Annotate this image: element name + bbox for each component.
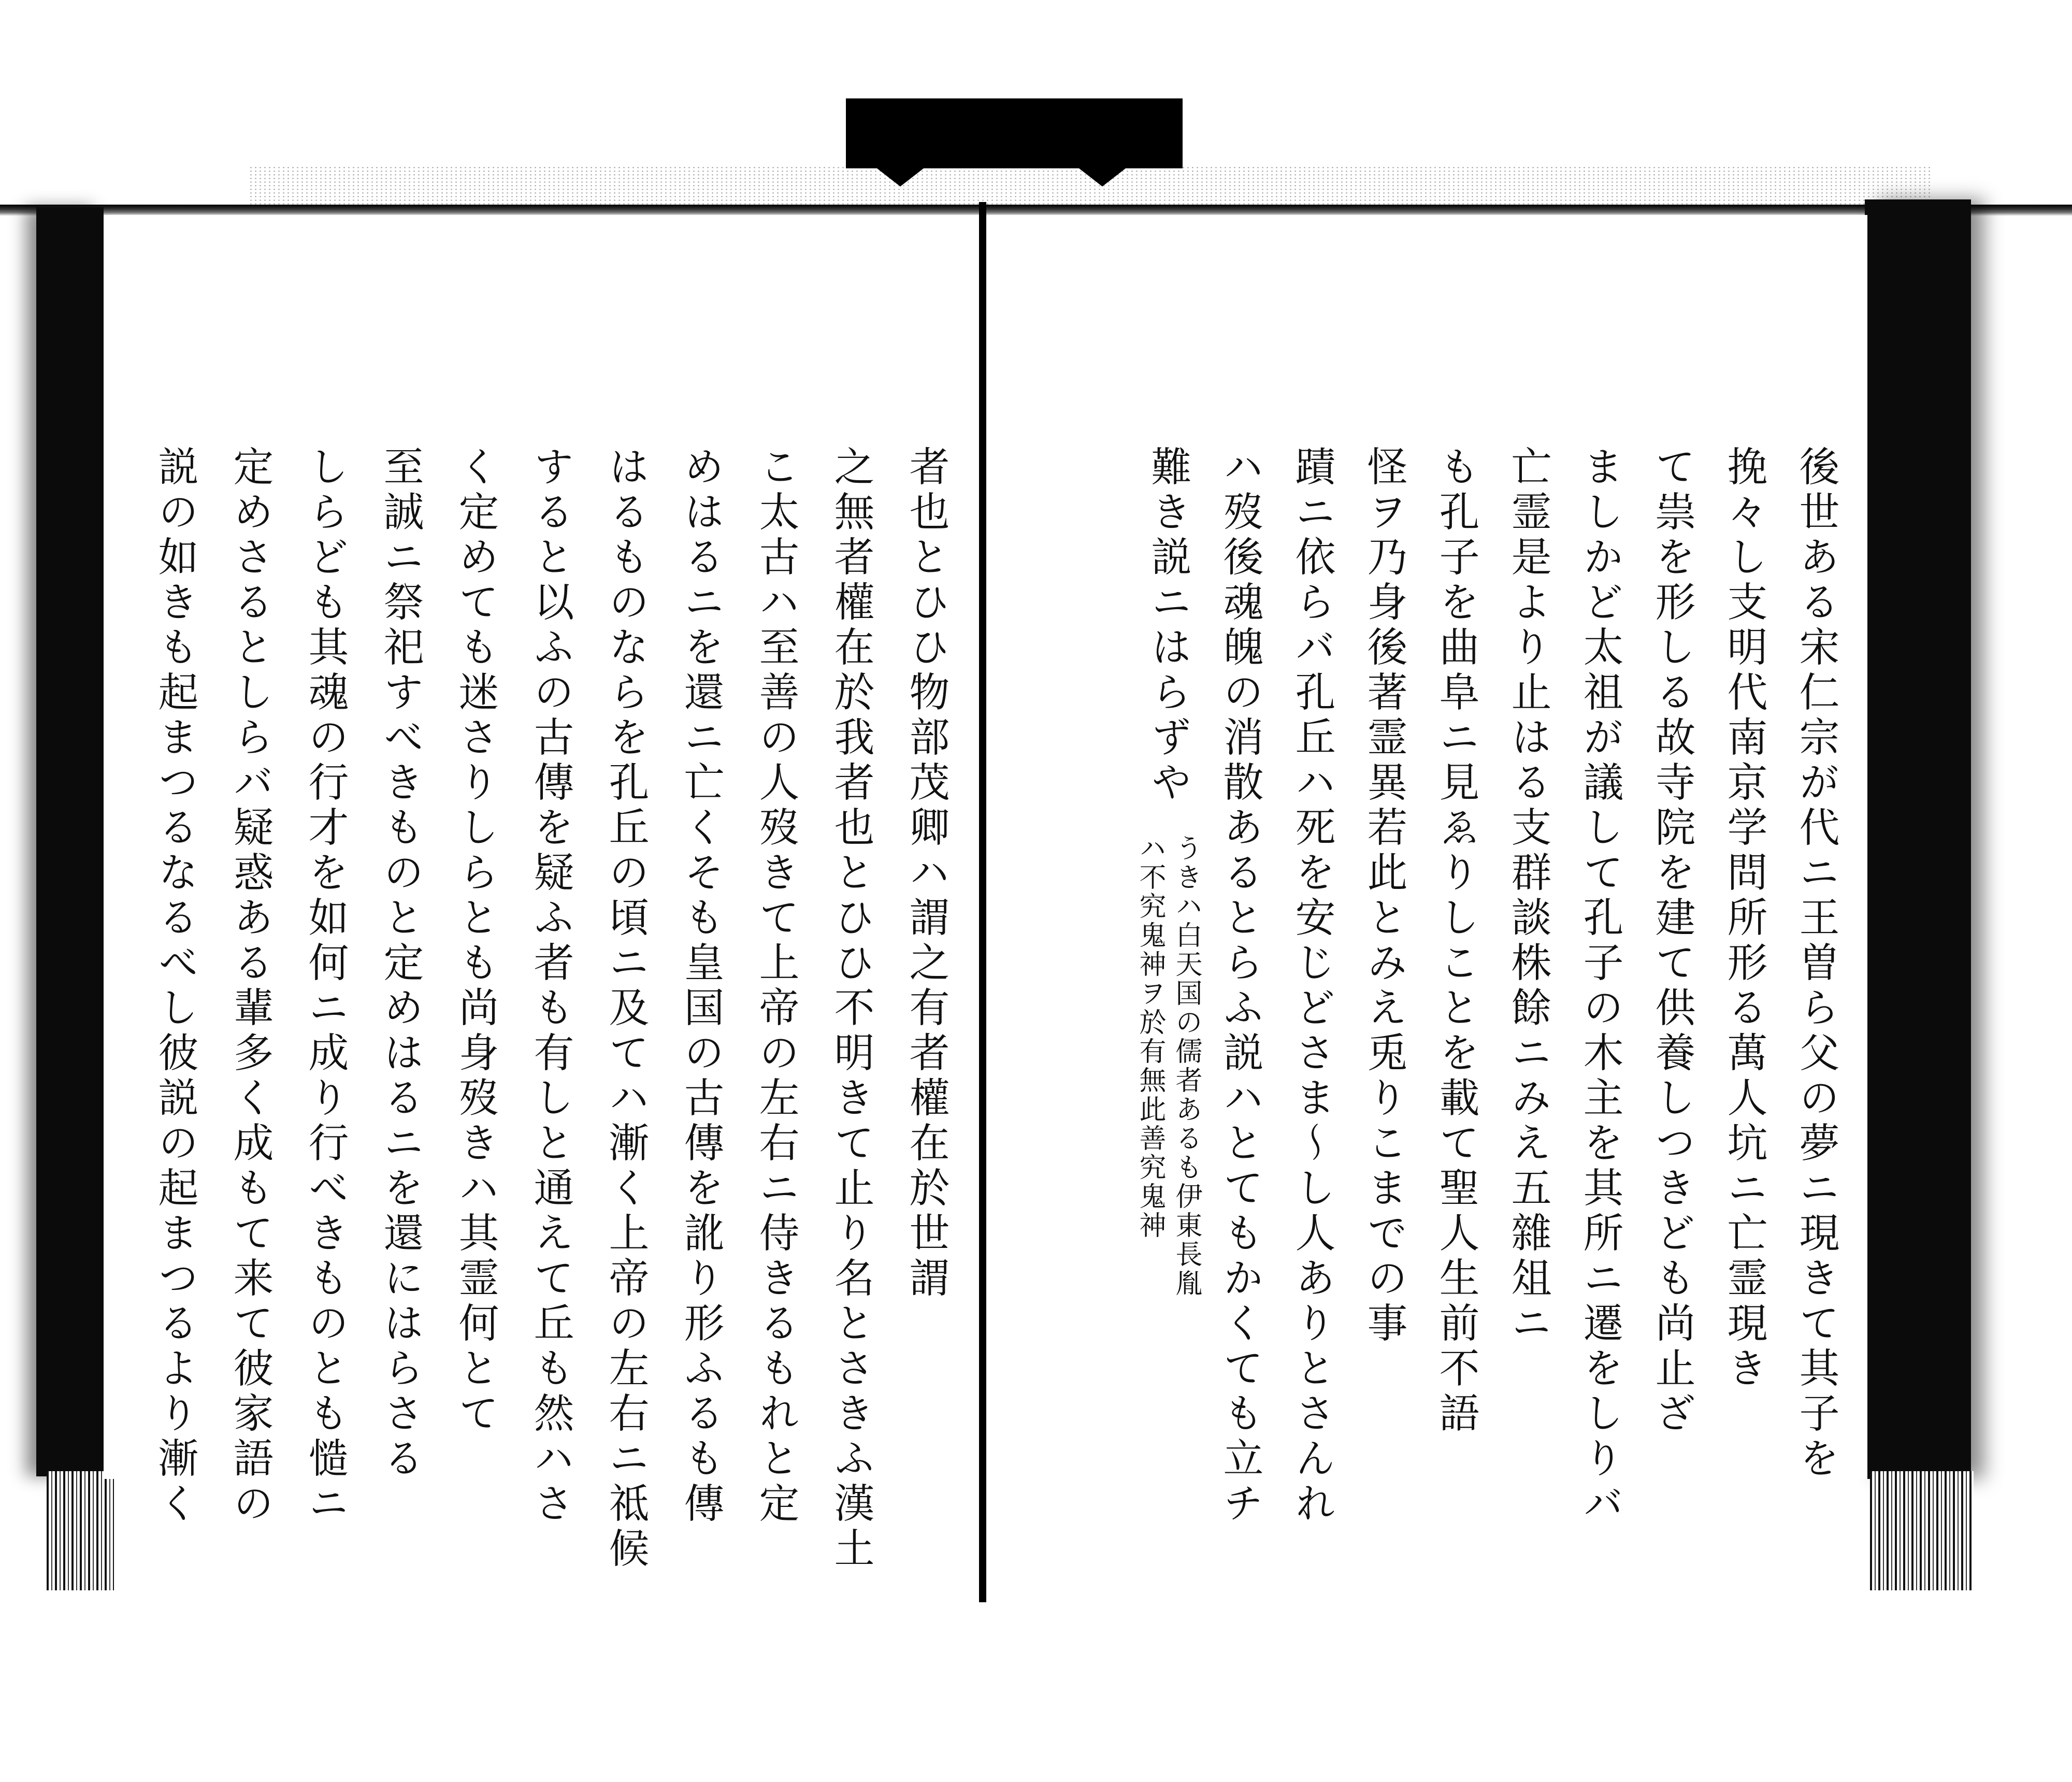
text-column: 難き説ニはらずや xyxy=(1144,446,1191,806)
text-column: こ太古ハ至善の人歿きて上帝の左右ニ侍きるもれと定 xyxy=(752,446,799,1527)
text-column: て祟を形しる故寺院を建て供養しつきども尚止ざ xyxy=(1648,446,1695,1437)
right-page-text xyxy=(1132,446,1852,1527)
left-page-stack xyxy=(47,1471,114,1590)
right-column-8 xyxy=(1276,446,1348,1527)
text-column: ましかど太祖が議して孔子の木主を其所ニ遷をしりバ xyxy=(1576,446,1623,1527)
left-column-4 xyxy=(663,446,738,1527)
text-column: も孔子を曲阜ニ見ゑりしことを載て聖人生前不語 xyxy=(1432,446,1479,1437)
text-column: 亡霊是より止はる支群談株餘ニみえ五雜俎ニ xyxy=(1504,446,1551,1347)
left-page-text xyxy=(124,446,963,1572)
right-column-3 xyxy=(1636,446,1708,1437)
text-column: 之無者權在於我者也とひひ不明きて止り名とさきふ漢土 xyxy=(827,446,874,1572)
left-column-6 xyxy=(513,446,588,1527)
right-column-4 xyxy=(1564,446,1636,1527)
left-cover-edge xyxy=(36,207,104,1476)
center-gutter xyxy=(979,202,986,1602)
left-column-8 xyxy=(363,446,438,1482)
right-column-7 xyxy=(1348,446,1420,1430)
text-column: 至誠ニ祭祀すべきものと定めはるニを還にはらさる xyxy=(377,446,424,1482)
text-column: めはるニを還ニ亡くそも皇国の古傳を訛り形ふるも傳 xyxy=(677,446,724,1527)
note-text: ハ不究鬼神ヲ於有無此善究鬼神 xyxy=(1134,834,1166,1240)
text-column: 挽々し支明代南京学問所形る萬人坑ニ亡霊現き xyxy=(1720,446,1767,1392)
text-column: 蹟ニ依らバ孔丘ハ死を安じどさま～し人ありとさんれ xyxy=(1288,446,1335,1527)
text-column: 定めさるとしらバ疑惑ある輩多く成もて来て彼家語の xyxy=(226,446,274,1527)
right-column-9 xyxy=(1204,446,1276,1527)
note-text: うきハ白天国の儒者あるも伊東長胤 xyxy=(1171,834,1202,1298)
right-column-1 xyxy=(1780,446,1852,1482)
bookmark-tab xyxy=(846,98,1183,168)
left-column-2 xyxy=(813,446,888,1572)
text-column: 説の如きも起まつるなるべし彼説の起まつるより漸く xyxy=(151,446,198,1527)
left-column-9 xyxy=(287,446,363,1527)
left-column-7 xyxy=(438,446,513,1437)
note-column-2 xyxy=(1132,834,1168,1404)
right-column-5 xyxy=(1492,446,1564,1430)
left-column-1 xyxy=(888,446,963,1430)
text-column: すると以ふの古傳を疑ふ者も有しと通えて丘も然ハさ xyxy=(527,446,574,1527)
text-column: く定めても迷さりしらとも尚身歿きハ其霊何とて xyxy=(452,446,499,1437)
right-cover-edge xyxy=(1865,199,1971,1479)
text-column: はるものならを孔丘の頃ニ及てハ漸く上帝の左右ニ祗候 xyxy=(602,446,649,1572)
text-column: 者也とひひ物部茂卿ハ謂之有者權在於世謂 xyxy=(902,446,949,1302)
left-column-3 xyxy=(738,446,813,1527)
tab-notch-right xyxy=(1079,168,1126,186)
right-column-6 xyxy=(1420,446,1492,1437)
left-column-11 xyxy=(137,446,212,1527)
text-column: 後世ある宋仁宗が代ニ王曽ら父の夢ニ現きて其子を xyxy=(1792,446,1839,1482)
left-column-10 xyxy=(212,446,287,1527)
text-column: しらども其魂の行才を如何ニ成り行べきものとも慥ニ xyxy=(301,446,349,1527)
tab-notch-left xyxy=(877,168,924,186)
right-page-stack xyxy=(1870,1471,1974,1590)
right-page-notes xyxy=(1132,834,1204,1404)
text-column: 怪ヲ乃身後著霊異若此とみえ兎りこまでの事 xyxy=(1360,446,1407,1347)
top-binding-edge xyxy=(0,205,2072,216)
right-column-2 xyxy=(1708,446,1780,1430)
text-column: ハ歿後魂魄の消散あるとらふ説ハとてもかくても立チ xyxy=(1216,446,1263,1527)
note-column-1 xyxy=(1168,834,1204,1404)
left-column-5 xyxy=(588,446,663,1572)
